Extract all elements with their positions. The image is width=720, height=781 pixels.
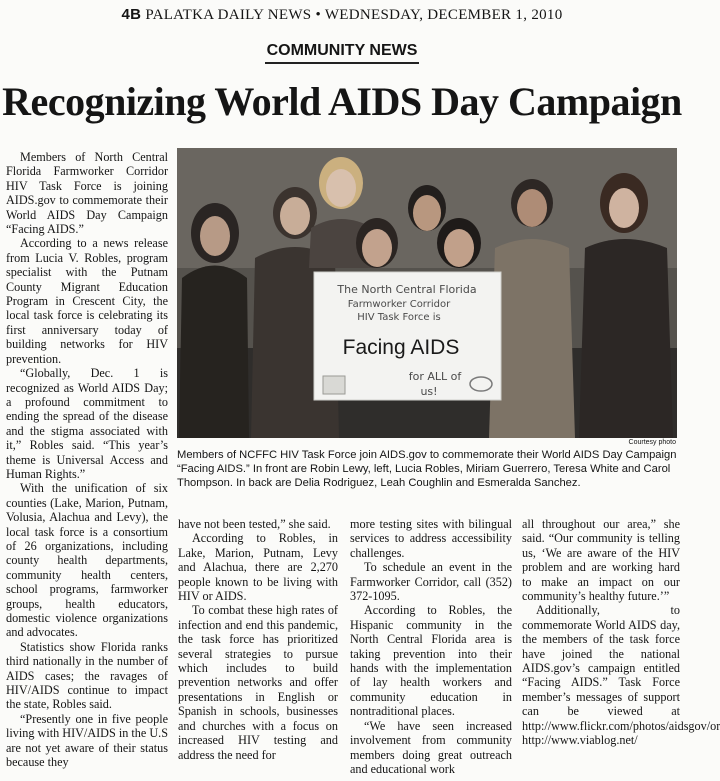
- page-number: 4B: [121, 6, 142, 23]
- sign-line-2: Farmworker Corridor: [347, 299, 451, 310]
- person-figure-6: [437, 218, 481, 268]
- paragraph: have not been tested,” she said.: [178, 517, 331, 531]
- headline: Recognizing World AIDS Day Campaign: [2, 79, 682, 124]
- person-figure-5: [408, 185, 446, 231]
- running-head: [0, 6, 684, 24]
- article-column-3: [350, 517, 512, 776]
- paragraph: “We have seen increased involvement from community members doing great outreach and educational work: [350, 718, 512, 776]
- paragraph: “Presently one in five people living with HIV/AIDS in the U.S are not yet aware of their status because they: [6, 711, 168, 770]
- photo-caption: Members of NCFFC HIV Task Force join AIDS.gov to commemorate their World AIDS Day Campaign “Facing AIDS.” In front are Robin Lewy, left, Lucia Robles, Miriam Guerrero, Teresa White and Carol Thompson. In back are Delia Rodriguez, Leah Coughlin and Esmeralda Sanchez.: [177, 449, 677, 489]
- paragraph: “Globally, Dec. 1 is recognized as World AIDS Day; a profound commitment to ending the spread of the disease and the stigma associated with it,” Robles said. “This year’s theme is Universal Access and Human Rights.”: [6, 366, 168, 481]
- sign-main-text: Facing AIDS: [342, 336, 460, 359]
- person-figure-4: [356, 218, 398, 268]
- paragraph: According to a news release from Lucia V. Robles, program specialist with the Putnam County Migrant Education Program in Crescent City, the local task force is celebrating its first anniversary today of building networks for HIV prevention.: [6, 236, 168, 366]
- paragraph: Statistics show Florida ranks third nationally in the number of AIDS cases; the ravages of HIV/AIDS continue to impact the state, Robles said.: [6, 639, 168, 712]
- paragraph: To combat these high rates of infection and end this pandemic, the task force has prioritized several strategies to pursue which includes to build prevention networks and offer presentations in English or Spanish in schools, businesses and churches with a focus on increased HIV testing and address the need for: [178, 603, 338, 762]
- facing-aids-sign: [314, 272, 501, 400]
- article-column-2: [178, 517, 338, 762]
- news-photo: [177, 148, 677, 438]
- sign-footer-1: for ALL of: [408, 370, 462, 383]
- article-column-4: [522, 517, 720, 748]
- section-label: [0, 40, 684, 64]
- paragraph: According to Robles, the Hispanic community in the North Central Florida area is taking prevention into their hands with the implementation of lay health workers and community education in nontraditional places.: [350, 603, 512, 719]
- article-column-1: [6, 150, 168, 769]
- paragraph: more testing sites with bilingual services to address accessibility challenges.: [350, 517, 512, 560]
- sign-line-3: HIV Task Force is: [357, 312, 441, 323]
- photo-credit: Courtesy photo: [628, 439, 676, 446]
- paragraph: According to Robles, in Lake, Marion, Putnam, Levy and Alachua, there are 2,270 people known to be living with HIV or AIDS.: [178, 531, 338, 604]
- paragraph: all throughout our area,” she said. “Our community is telling us, ‘We are aware of the HIV problem and are working hard to make an impact on our community’s healthy future.’”: [522, 517, 680, 604]
- sign-footer-2: us!: [420, 385, 438, 398]
- dateline: PALATKA DAILY NEWS • WEDNESDAY, DECEMBER 1, 2010: [145, 7, 563, 23]
- paragraph: To schedule an event in the Farmworker Corridor, call (352) 372-1095.: [350, 560, 512, 604]
- section-name: COMMUNITY NEWS: [265, 42, 420, 64]
- paragraph: Additionally, to commemorate World AIDS day, the members of the task force have joined the national AIDS.gov’s campaign entitled “Facing AIDS.” Task Force member’s messages of support can be viewed at http://www.flickr.com/photos/aidsgov/or http://www.viablog.net/: [522, 603, 720, 748]
- paragraph: With the unification of six counties (Lake, Marion, Putnam, Volusia, Alachua and Levy), the local task force is a consortium of 26 organizations, including county health departments, community health centers, school programs, farmworker groups, health educators, domestic violence organizations and advocates.: [6, 481, 168, 640]
- sign-line-1: The North Central Florida: [337, 283, 477, 296]
- paragraph: Members of North Central Florida Farmworker Corridor HIV Task Force is joining AIDS.gov to commemorate their World AIDS Day Campaign “Facing AIDS.”: [6, 150, 168, 237]
